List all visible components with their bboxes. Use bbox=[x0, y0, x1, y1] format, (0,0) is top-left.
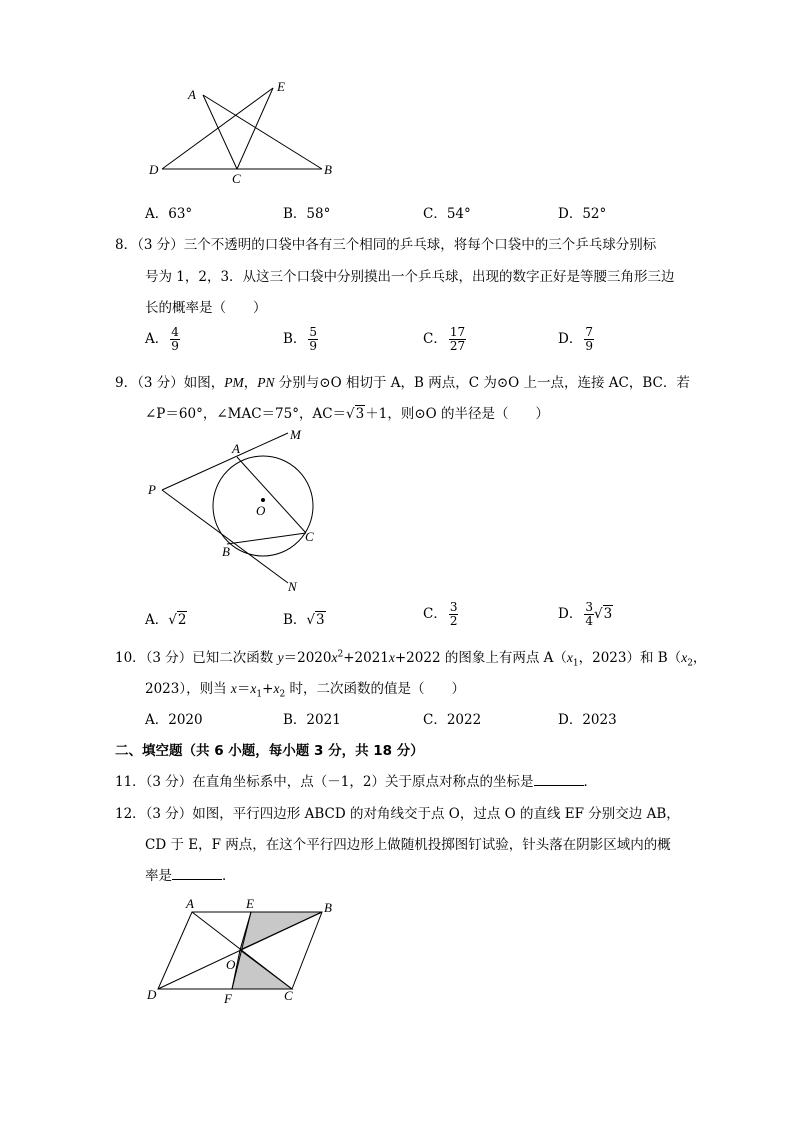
q10-option-a: A．2020 bbox=[145, 712, 203, 728]
label-f: F bbox=[224, 991, 232, 1006]
label-c: C bbox=[284, 988, 293, 1003]
label-b: B bbox=[324, 162, 332, 177]
shaded-region-bottom bbox=[232, 950, 292, 989]
segment-ab bbox=[203, 95, 322, 169]
label-d: D bbox=[149, 162, 159, 177]
q12-line-3: 率是 ． bbox=[145, 868, 236, 884]
label-o: O bbox=[226, 957, 236, 972]
q11-text: 11．（3 分）在直角坐标系中，点（－1，2）关于原点对称点的坐标是 ． bbox=[115, 774, 597, 790]
q8-line-3: 长的概率是（ ） bbox=[145, 300, 267, 316]
q12-line-1: 12．（3 分）如图，平行四边形 ABCD 的对角线交于点 O，过点 O 的直线 EF 分别交边 AB， bbox=[115, 806, 680, 822]
label-a: A bbox=[232, 441, 240, 456]
q10-line-2: 2023），则当 $x=x_1+x_2$ 时，二次函数的值是（ ） bbox=[145, 681, 465, 700]
q7-option-d: D．52° bbox=[558, 206, 607, 222]
label-d: D bbox=[147, 987, 157, 1002]
label-a: A bbox=[186, 896, 194, 911]
section-2-heading: 二、填空题（共 6 小题，每小题 3 分，共 18 分） bbox=[115, 743, 424, 759]
label-b: B bbox=[324, 900, 332, 915]
q8-option-b: B． $\frac{5}{9}$ bbox=[283, 325, 318, 353]
q7-option-c: C．54° bbox=[423, 206, 471, 222]
figure-q12 bbox=[140, 895, 340, 1010]
tangent-pm bbox=[162, 433, 288, 490]
q9-option-b: B．√3 bbox=[283, 612, 325, 628]
label-n: N bbox=[288, 579, 297, 594]
label-c: C bbox=[232, 171, 241, 186]
q10-option-d: D．2023 bbox=[558, 712, 617, 728]
q12-line-2: CD 于 E，F 两点，在这个平行四边形上做随机投掷图钉试验，针头落在阴影区域内的概 bbox=[145, 837, 671, 853]
q11-answer-blank[interactable] bbox=[534, 773, 584, 786]
label-a: A bbox=[188, 87, 196, 102]
q10-option-c: C．2022 bbox=[423, 712, 482, 728]
q7-option-a: A．63° bbox=[145, 206, 193, 222]
label-c: C bbox=[305, 529, 314, 544]
label-o: O bbox=[256, 503, 266, 518]
q9-line-2: ∠P＝60°，∠MAC＝75°，AC＝√3＋1，则⊙O 的半径是（ ） bbox=[145, 406, 550, 422]
q9-option-d: D． $\frac{3}{4}$ √3 bbox=[558, 600, 613, 628]
q8-line-1: 8．（3 分）三个不透明的口袋中各有三个相同的乒乓球，将每个口袋中的三个乒乓球分别标 bbox=[115, 237, 657, 253]
q10-option-b: B．2021 bbox=[283, 712, 341, 728]
q9-option-c: C． $\frac{3}{2}$ bbox=[423, 600, 458, 628]
segment-ec bbox=[237, 88, 273, 169]
label-e: E bbox=[277, 79, 285, 94]
figure-q7 bbox=[140, 75, 340, 190]
q8-option-c: C． $\frac{17}{27}$ bbox=[423, 325, 466, 353]
q9-line-1: 9．（3 分）如图，PM，PN 分别与⊙O 相切于 A，B 两点，C 为⊙O 上一点，连接 AC，BC．若 bbox=[115, 375, 690, 391]
q8-option-d: D． $\frac{7}{9}$ bbox=[558, 325, 593, 353]
q12-answer-blank[interactable] bbox=[172, 867, 222, 880]
q8-option-a: A． $\frac{4}{9}$ bbox=[145, 325, 179, 353]
label-e: E bbox=[246, 896, 254, 911]
center-point bbox=[261, 498, 265, 502]
q7-option-b: B．58° bbox=[283, 206, 331, 222]
q10-line-1: 10．（3 分）已知二次函数 $y=2020x^2+2021x+2022$ 的图象上有两点 $A(x_1$，2023）和 $B(x_2$， bbox=[115, 649, 707, 669]
q8-line-2: 号为 1，2，3．从这三个口袋中分别摸出一个乒乓球，出现的数字正好是等腰三角形三边 bbox=[145, 269, 675, 285]
chord-bc bbox=[227, 533, 306, 544]
label-p: P bbox=[148, 482, 156, 497]
label-b: B bbox=[222, 544, 230, 559]
figure-q9 bbox=[140, 420, 340, 600]
tangent-pn bbox=[162, 490, 288, 583]
label-m: M bbox=[290, 427, 301, 442]
q9-option-a: A．√2 bbox=[145, 612, 187, 628]
